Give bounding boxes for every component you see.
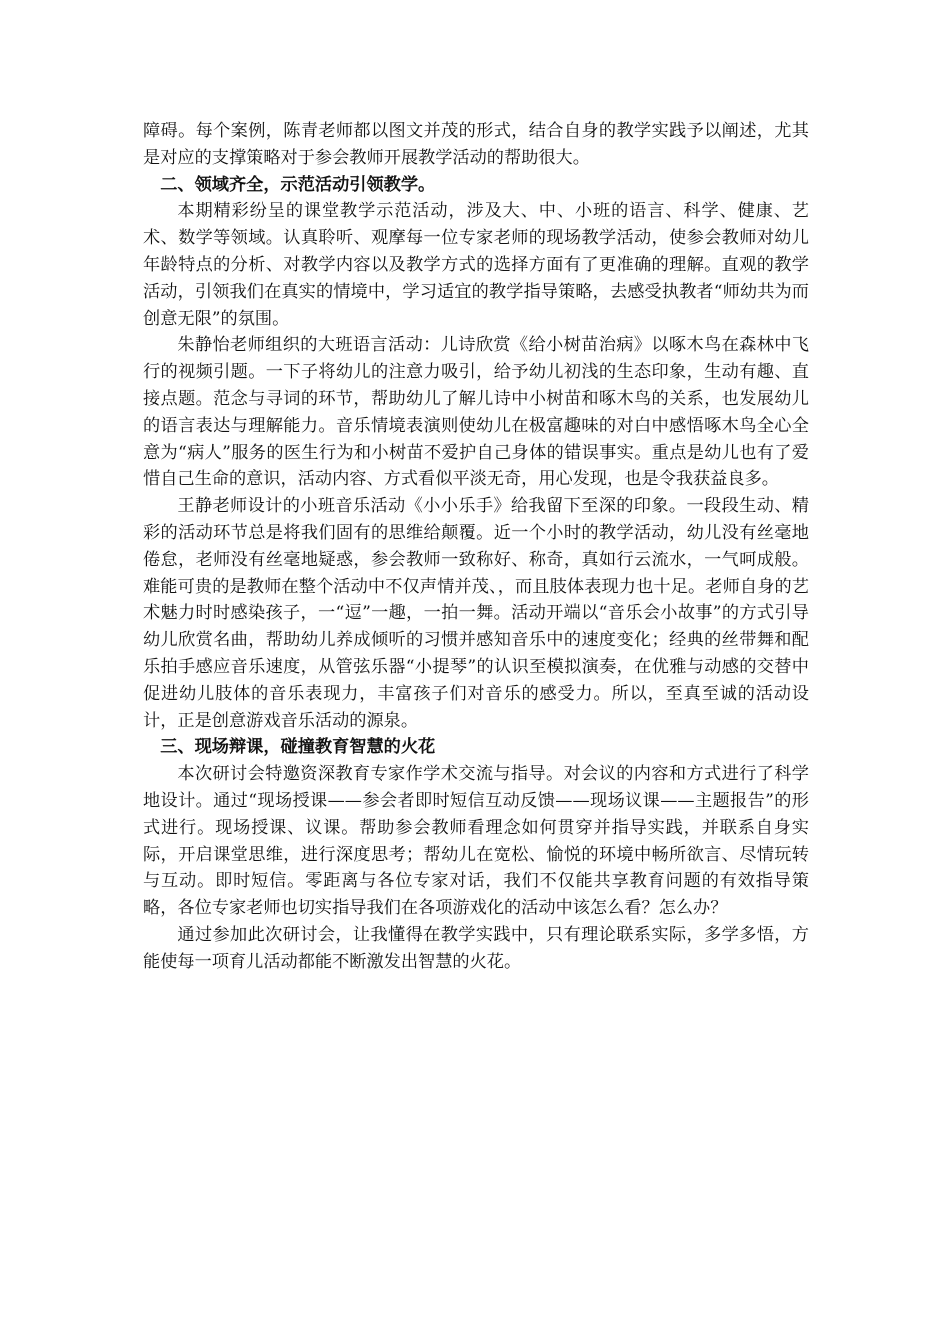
section-heading-2: 二、领域齐全，示范活动引领教学。 xyxy=(160,174,436,195)
paragraph-music-activity: 王静老师设计的小班音乐活动《小小乐手》给我留下至深的印象。一段段生动、精彩的活动环节总是将我们固有的思维给颠覆。近一个小时的教学活动，幼儿没有丝毫地倦怠，老师没有丝毫地疑惑，参会教师一致称好、称奇，真如行云流水，一气呵成般。难能可贵的是教师在整个活动中不仅声情并茂、，而且肢体表现力也十足。老师自身的艺术魅力时时感染孩子，一“逗”一趣，一拍一舞。活动开端以“音乐会小故事”的方式引导幼儿欣赏名曲，帮助幼儿养成倾听的习惯并感知音乐中的速度变化；经典的丝带舞和配乐拍手感应音乐速度，从管弦乐器“小提琴”的认识至模拟演奏，在优雅与动感的交替中促进幼儿肢体的音乐表现力，丰富孩子们对音乐的感受力。所以，至真至诚的活动设计，正是创意游戏音乐活动的源泉。 xyxy=(143,496,809,731)
document-body xyxy=(143,118,809,976)
paragraph-seminar: 本次研讨会特邀资深教育专家作学术交流与指导。对会议的内容和方式进行了科学地设计。通过“现场授课——参会者即时短信互动反馈——现场议课——主题报告”的形式进行。现场授课、议课。帮助参会教师看理念如何贯穿并指导实践，并联系自身实际，开启课堂思维，进行深度思考；帮幼儿在宽松、愉悦的环境中畅所欲言、尽情玩转与互动。即时短信。零距离与各位专家对话，我们不仅能共享教育问题的有效指导策略，各位专家老师也切实指导我们在各项游戏化的活动中该怎么看？怎么办？ xyxy=(143,764,809,919)
paragraph-continued: 障碍。每个案例，陈青老师都以图文并茂的形式，结合自身的教学实践予以阐述，尤其是对应的支撑策略对于参会教师开展教学活动的帮助很大。 xyxy=(143,121,809,168)
paragraph-conclusion: 通过参加此次研讨会，让我懂得在教学实践中，只有理论联系实际，多学多悟，方能使每一项育儿活动都能不断激发出智慧的火花。 xyxy=(143,924,809,972)
section-heading-3: 三、现场辩课，碰撞教育智慧的火花 xyxy=(160,737,436,758)
paragraph-language-activity: 朱静怡老师组织的大班语言活动：儿诗欣赏《给小树苗治病》以啄木鸟在森林中飞行的视频引题。一下子将幼儿的注意力吸引，给予幼儿初浅的生态印象，生动有趣、直接点题。范念与寻词的环节，帮助幼儿了解儿诗中小树苗和啄木鸟的关系，也发展幼儿的语言表达与理解能力。音乐情境表演则使幼儿在极富趣味的对白中感悟啄木鸟全心全意为“病人”服务的医生行为和小树苗不爱护自己身体的错误事实。重点是幼儿也有了爱惜自己生命的意识，活动内容、方式看似平淡无奇，用心发现，也是令我获益良多。 xyxy=(143,335,809,490)
paragraph-domains: 本期精彩纷呈的课堂教学示范活动，涉及大、中、小班的语言、科学、健康、艺术、数学等领域。认真聆听、观摩每一位专家老师的现场教学活动，使参会教师对幼儿年龄特点的分析、对教学内容以及教学方式的选择方面有了更准确的理解。直观的教学活动，引领我们在真实的情境中，学习适宜的教学指导策略，去感受执教者“师幼共为而创意无限”的氛围。 xyxy=(143,201,809,329)
